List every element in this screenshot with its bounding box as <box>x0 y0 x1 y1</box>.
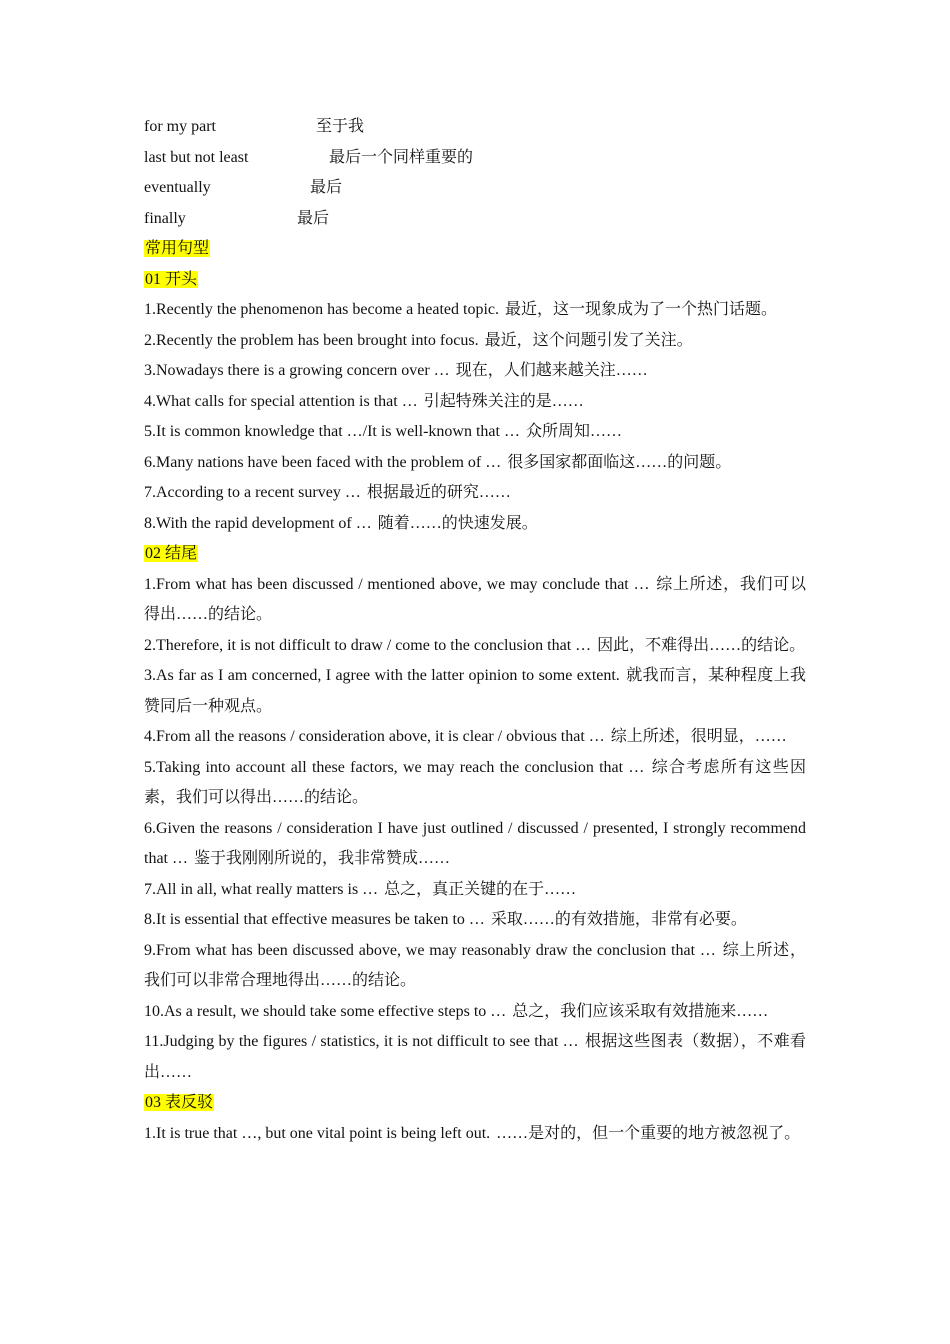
list-item: 7.All in all, what really matters is … 总之，真正关键的在于…… <box>144 880 577 898</box>
term-chinese: 最后一个同样重要的 <box>329 148 474 166</box>
term-row <box>144 173 806 204</box>
term-chinese: 最后 <box>310 179 343 196</box>
list-item: 10.As a result, we should take some effective steps to … 总之，我们应该采取有效措施来…… <box>144 1002 769 1020</box>
term-row <box>144 112 806 143</box>
list-item: 6.Given the reasons / consideration I have just outlined / discussed / presented, I strongly recommend that … 鉴于我刚刚所说的，我非常赞成…… <box>144 819 806 867</box>
section-title-ending: 02 结尾 <box>145 545 198 562</box>
list-item: 1.Recently the phenomenon has become a heated topic. 最近，这一现象成为了一个热门话题。 <box>144 301 777 318</box>
section-title-rebuttal: 03 表反驳 <box>145 1094 214 1111</box>
list-item: 4.What calls for special attention is that … 引起特殊关注的是…… <box>144 392 584 410</box>
list-item: 6.Many nations have been faced with the problem of … 很多国家都面临这……的问题。 <box>144 453 732 471</box>
term-row <box>144 204 806 235</box>
list-item: 2.Recently the problem has been brought into focus. 最近，这个问题引发了关注。 <box>144 331 693 349</box>
term-english: last but not least <box>144 148 249 166</box>
list-item: 7.According to a recent survey … 根据最近的研究…… <box>144 484 511 501</box>
list-item: 2.Therefore, it is not difficult to draw / come to the conclusion that … 因此，不难得出……的结论。 <box>144 636 806 654</box>
section-title-opening: 01 开头 <box>145 270 198 288</box>
document-page <box>144 112 806 1149</box>
list-item: 8.It is essential that effective measures be taken to … 采取……的有效措施，非常有必要。 <box>144 911 747 928</box>
term-english: eventually <box>144 179 211 196</box>
list-item: 5.It is common knowledge that …/It is well-known that … 众所周知…… <box>144 423 622 440</box>
list-item: 1.From what has been discussed / mentioned above, we may conclude that … 综上所述，我们可以得出……的结论。 <box>144 575 806 623</box>
list-item: 4.From all the reasons / consideration above, it is clear / obvious that … 综上所述，很明显，…… <box>144 728 787 745</box>
term-english: for my part <box>144 118 216 135</box>
term-chinese: 最后 <box>297 209 330 227</box>
list-item: 1.It is true that …, but one vital point is being left out. ……是对的，但一个重要的地方被忽视了。 <box>144 1124 801 1142</box>
list-item: 9.From what has been discussed above, we may reasonably draw the conclusion that … 综上所述，我们可以非常合理地得出……的结论。 <box>144 941 806 989</box>
list-item: 3.As far as I am concerned, I agree with the latter opinion to some extent. 就我而言，某种程度上我赞同后一种观点。 <box>144 667 806 715</box>
list-item: 3.Nowadays there is a growing concern over … 现在，人们越来越关注…… <box>144 362 648 379</box>
list-item: 5.Taking into account all these factors, we may reach the conclusion that … 综合考虑所有这些因素，我们可以得出……的结论。 <box>144 758 806 806</box>
patterns-heading: 常用句型 <box>145 240 210 257</box>
term-english: finally <box>144 209 186 227</box>
list-item: 8.With the rapid development of … 随着……的快速发展。 <box>144 514 538 532</box>
list-item: 11.Judging by the figures / statistics, it is not difficult to see that … 根据这些图表（数据），不难看出…… <box>144 1033 806 1081</box>
term-row <box>144 143 806 174</box>
term-chinese: 至于我 <box>316 118 365 135</box>
